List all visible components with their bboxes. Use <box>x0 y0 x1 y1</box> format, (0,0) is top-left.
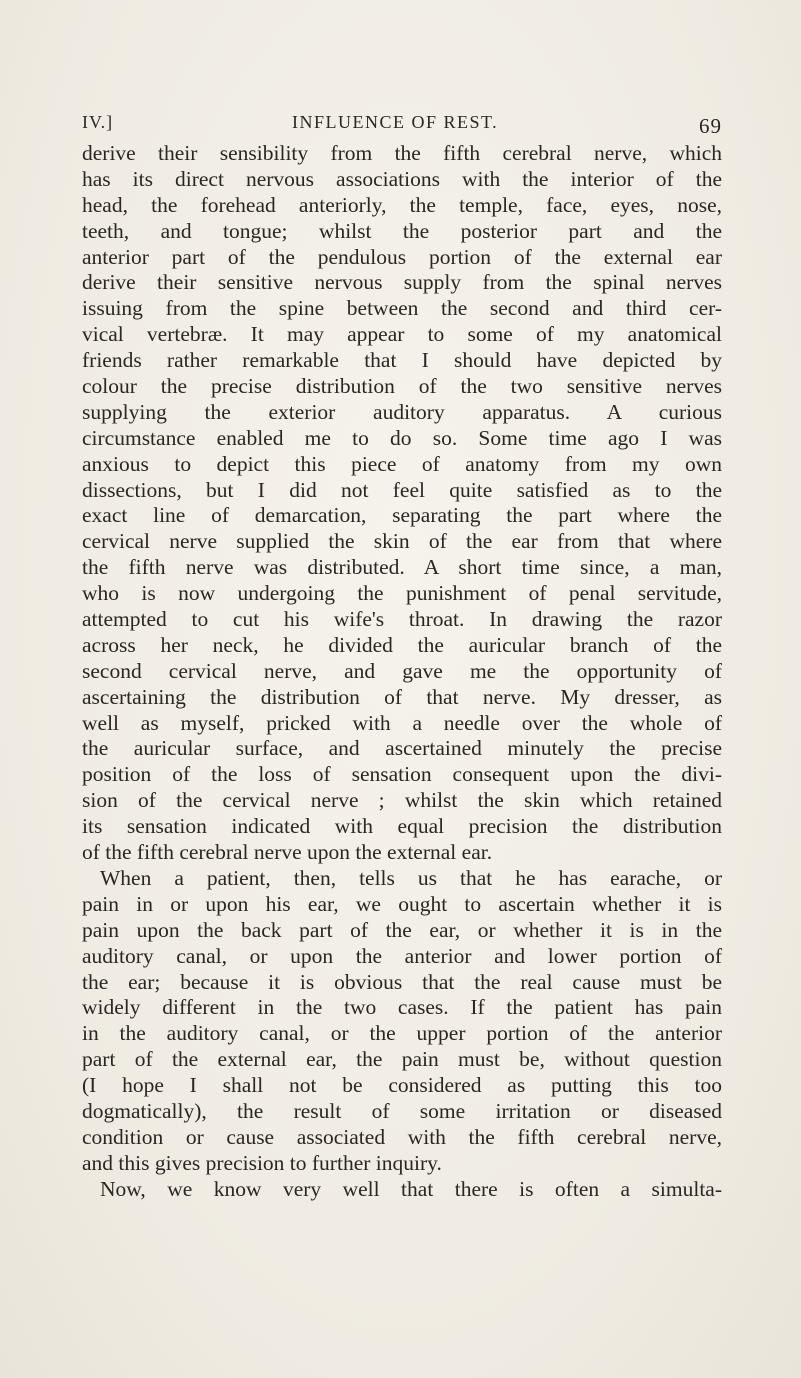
chapter-number: IV.] <box>82 112 114 132</box>
text-line: supplying the exterior auditory apparatus. A curious <box>82 399 722 424</box>
text-line: the auricular surface, and ascertained minutely the precise <box>82 736 722 761</box>
text-line: who is now undergoing the punishment of penal servitude, <box>82 581 722 606</box>
text-line: the ear; because it is obvious that the real cause must be <box>82 969 722 994</box>
text-line: pain in or upon his ear, we ought to ascertain whether it is <box>82 891 722 916</box>
text-line: its sensation indicated with equal precision the distribution <box>82 814 722 839</box>
text-line: derive their sensitive nervous supply from the spinal nerves <box>82 270 722 295</box>
text-line: head, the forehead anteriorly, the temple, face, eyes, nose, <box>82 192 722 217</box>
text-line: issuing from the spine between the second and third cer- <box>82 296 722 321</box>
text-line: circumstance enabled me to do so. Some time ago I was <box>82 425 722 450</box>
text-line: teeth, and tongue; whilst the posterior part and the <box>82 218 722 243</box>
running-head <box>82 110 722 140</box>
text-line: well as myself, pricked with a needle over the whole of <box>82 710 722 735</box>
text-line: position of the loss of sensation consequent upon the divi- <box>82 762 722 787</box>
text-line: Now, we know very well that there is often a simulta- <box>100 1176 722 1201</box>
text-line: has its direct nervous associations with the interior of the <box>82 166 722 191</box>
text-line: colour the precise distribution of the two sensitive nerves <box>82 374 722 399</box>
text-line: friends rather remarkable that I should have depicted by <box>82 348 722 373</box>
text-line: of the fifth cerebral nerve upon the external ear. <box>82 840 493 865</box>
text-line: pain upon the back part of the ear, or whether it is in the <box>82 917 722 942</box>
text-line: (I hope I shall not be considered as putting this too <box>82 1073 722 1098</box>
text-line: second cervical nerve, and gave me the opportunity of <box>82 658 722 683</box>
running-title: INFLUENCE OF REST. <box>292 112 499 132</box>
page-number: 69 <box>699 114 722 138</box>
text-line: dogmatically), the result of some irritation or diseased <box>82 1098 722 1123</box>
text-line: widely different in the two cases. If the patient has pain <box>82 995 722 1020</box>
body-text <box>82 141 722 1203</box>
text-line: cervical nerve supplied the skin of the ear from that where <box>82 529 722 554</box>
text-line: derive their sensibility from the fifth cerebral nerve, which <box>82 141 722 165</box>
text-line: attempted to cut his wife's throat. In drawing the razor <box>82 607 722 632</box>
text-line: part of the external ear, the pain must be, without question <box>82 1047 722 1072</box>
text-line: and this gives precision to further inquiry. <box>82 1150 442 1175</box>
text-line: dissections, but I did not feel quite satisfied as to the <box>82 477 722 502</box>
text-line: sion of the cervical nerve ; whilst the skin which retained <box>82 788 722 813</box>
text-line: the fifth nerve was distributed. A short time since, a man, <box>82 555 722 580</box>
text-line: auditory canal, or upon the anterior and lower portion of <box>82 943 722 968</box>
text-line: condition or cause associated with the fifth cerebral nerve, <box>82 1124 722 1149</box>
text-line: anterior part of the pendulous portion of the external ear <box>82 244 722 269</box>
text-line: across her neck, he divided the auricular branch of the <box>82 632 722 657</box>
text-line: in the auditory canal, or the upper portion of the anterior <box>82 1021 722 1046</box>
text-line: anxious to depict this piece of anatomy from my own <box>82 451 722 476</box>
text-line: exact line of demarcation, separating the part where the <box>82 503 722 528</box>
text-line: ascertaining the distribution of that nerve. My dresser, as <box>82 684 722 709</box>
text-line: vical vertebræ. It may appear to some of my anatomical <box>82 322 722 347</box>
text-line: When a patient, then, tells us that he has earache, or <box>100 865 722 890</box>
